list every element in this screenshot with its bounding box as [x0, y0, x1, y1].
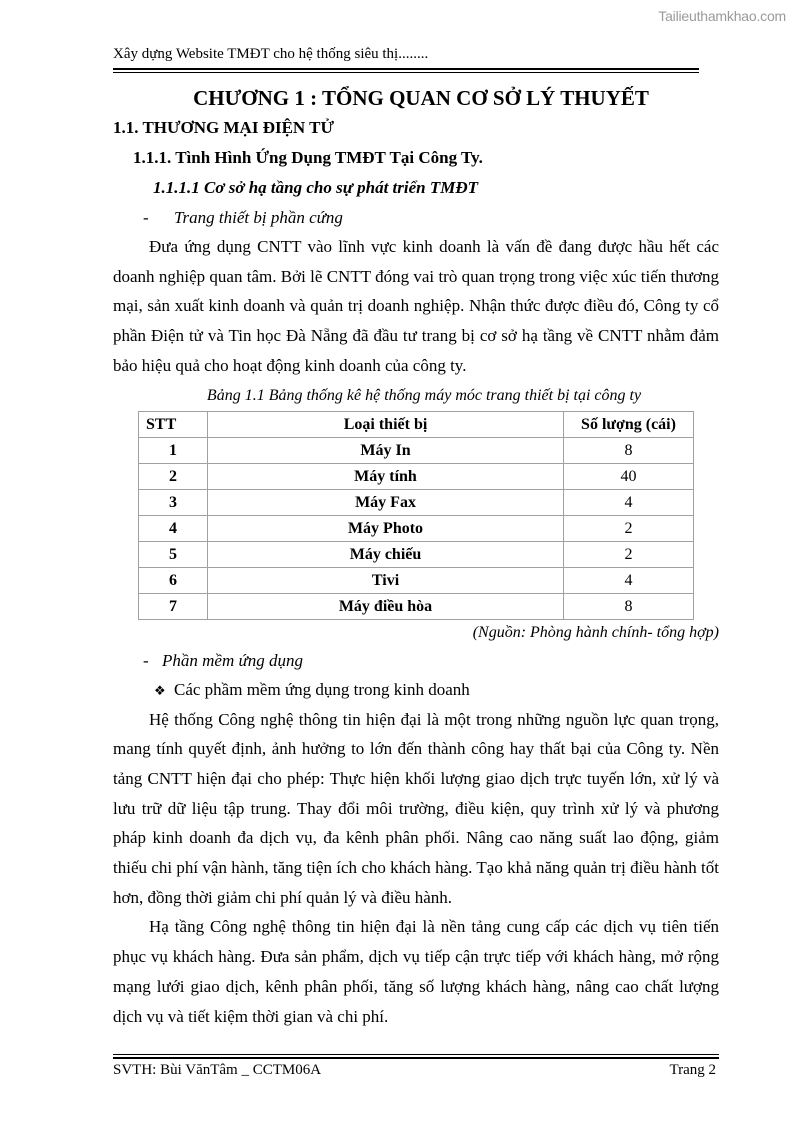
cell-device: Máy Fax: [208, 489, 564, 515]
table-row: [139, 515, 694, 541]
equipment-table: [138, 411, 694, 620]
subsubsection-heading: 1.1.1.1 Cơ sở hạ tầng cho sự phát triển TMĐT: [153, 178, 479, 197]
page-number: Trang 2: [669, 1062, 716, 1078]
cell-device: Máy chiếu: [208, 541, 564, 567]
table-row: [139, 593, 694, 619]
cell-quantity: 2: [564, 515, 694, 541]
page-header: Xây dựng Website TMĐT cho hệ thống siêu thị........: [113, 46, 429, 62]
dash-marker: -: [143, 650, 149, 670]
table-row: [139, 463, 694, 489]
cell-device: Tivi: [208, 567, 564, 593]
cell-stt: 5: [139, 541, 208, 567]
cell-device: Máy Photo: [208, 515, 564, 541]
header-stt: STT: [139, 411, 208, 437]
header-device-type: Loại thiết bị: [208, 411, 564, 437]
hardware-paragraph: Đưa ứng dụng CNTT vào lĩnh vực kinh doanh là vấn đề đang được hầu hết các doanh nghiệp quan tâm. Bởi lẽ CNTT đóng vai trò quan trọng trong việc xúc tiến thương mại, sản xuất kinh doanh và quản trị doanh nghiệp. Nhận thức được điều đó, Công ty cổ phần Điện tử và Tin học Đà Nẵng đã đầu tư trang bị cơ sở hạ tầng về CNTT nhằm đảm bảo hiệu quả cho hoạt động kinh doanh của công ty.: [113, 237, 719, 375]
table-row: [139, 489, 694, 515]
cell-stt: 3: [139, 489, 208, 515]
cell-quantity: 4: [564, 567, 694, 593]
table-source: (Nguồn: Phòng hành chính- tổng hợp): [472, 623, 719, 641]
chapter-title: CHƯƠNG 1 : TỔNG QUAN CƠ SỞ LÝ THUYẾT: [193, 86, 649, 110]
footer-author: SVTH: Bùi VănTâm _ CCTM06A: [113, 1062, 322, 1078]
diamond-bullet-icon: ❖: [154, 682, 166, 698]
software-label: Phần mềm ứng dụng: [162, 650, 304, 670]
header-quantity: Số lượng (cái): [564, 411, 694, 437]
table-row: [139, 541, 694, 567]
table-row: [139, 567, 694, 593]
cell-device: Máy tính: [208, 463, 564, 489]
cell-quantity: 8: [564, 593, 694, 619]
table-header-row: [139, 411, 694, 437]
cell-device: Máy điều hòa: [208, 593, 564, 619]
cell-quantity: 2: [564, 541, 694, 567]
cell-stt: 4: [139, 515, 208, 541]
hardware-label: Trang thiết bị phần cứng: [174, 208, 343, 227]
cell-quantity: 8: [564, 437, 694, 463]
dash-marker: -: [143, 208, 149, 227]
hardware-heading: [113, 203, 719, 232]
software-bullet: [113, 675, 719, 705]
section-heading: 1.1. THƯƠNG MẠI ĐIỆN TỬ: [113, 118, 335, 137]
software-heading: [113, 646, 719, 675]
table-row: [139, 437, 694, 463]
cell-stt: 2: [139, 463, 208, 489]
subsection-heading: 1.1.1. Tình Hình Ứng Dụng TMĐT Tại Công Ty.: [133, 148, 483, 167]
watermark: Tailieuthamkhao.com: [658, 8, 786, 24]
footer-divider: [113, 1054, 719, 1059]
software-paragraph-1: Hệ thống Công nghệ thông tin hiện đại là một trong những nguồn lực quan trọng, mang tính quyết định, ảnh hưởng to lớn đến thành công hay thất bại của Công ty. Nền tảng CNTT hiện đại cho phép: Thực hiện khối lượng giao dịch trực tuyến lớn, xử lý và lưu trữ dữ liệu tập trung. Thay đổi môi trường, điều kiện, quy trình xử lý và phương pháp kinh doanh đa dịch vụ, đa kênh phân phối. Nâng cao năng suất lao động, giảm thiếu chi phí vận hành, tăng tiện ích cho khách hàng. Tạo khả năng quản trị điều hành tốt hơn, đồng thời giảm chi phí quản lý và điều hành.: [113, 709, 719, 907]
cell-quantity: 4: [564, 489, 694, 515]
header-divider: [113, 68, 699, 73]
bullet-text: Các phầm mềm ứng dụng trong kinh doanh: [174, 679, 470, 699]
cell-stt: 1: [139, 437, 208, 463]
cell-device: Máy In: [208, 437, 564, 463]
software-paragraph-2: Hạ tầng Công nghệ thông tin hiện đại là nền tảng cung cấp các dịch vụ tiên tiến phục vụ khách hàng. Đưa sản phẩm, dịch vụ tiếp cận trực tiếp với khách hàng, mở rộng mạng lưới giao dịch, kênh phân phối, tăng số lượng khách hàng, nâng cao chất lượng dịch vụ và tiết kiệm thời gian và chi phí.: [113, 917, 719, 1026]
page-body: [113, 83, 719, 1031]
table-caption: Bảng 1.1 Bảng thống kê hệ thống máy móc trang thiết bị tại công ty: [206, 386, 642, 404]
cell-quantity: 40: [564, 463, 694, 489]
cell-stt: 7: [139, 593, 208, 619]
cell-stt: 6: [139, 567, 208, 593]
